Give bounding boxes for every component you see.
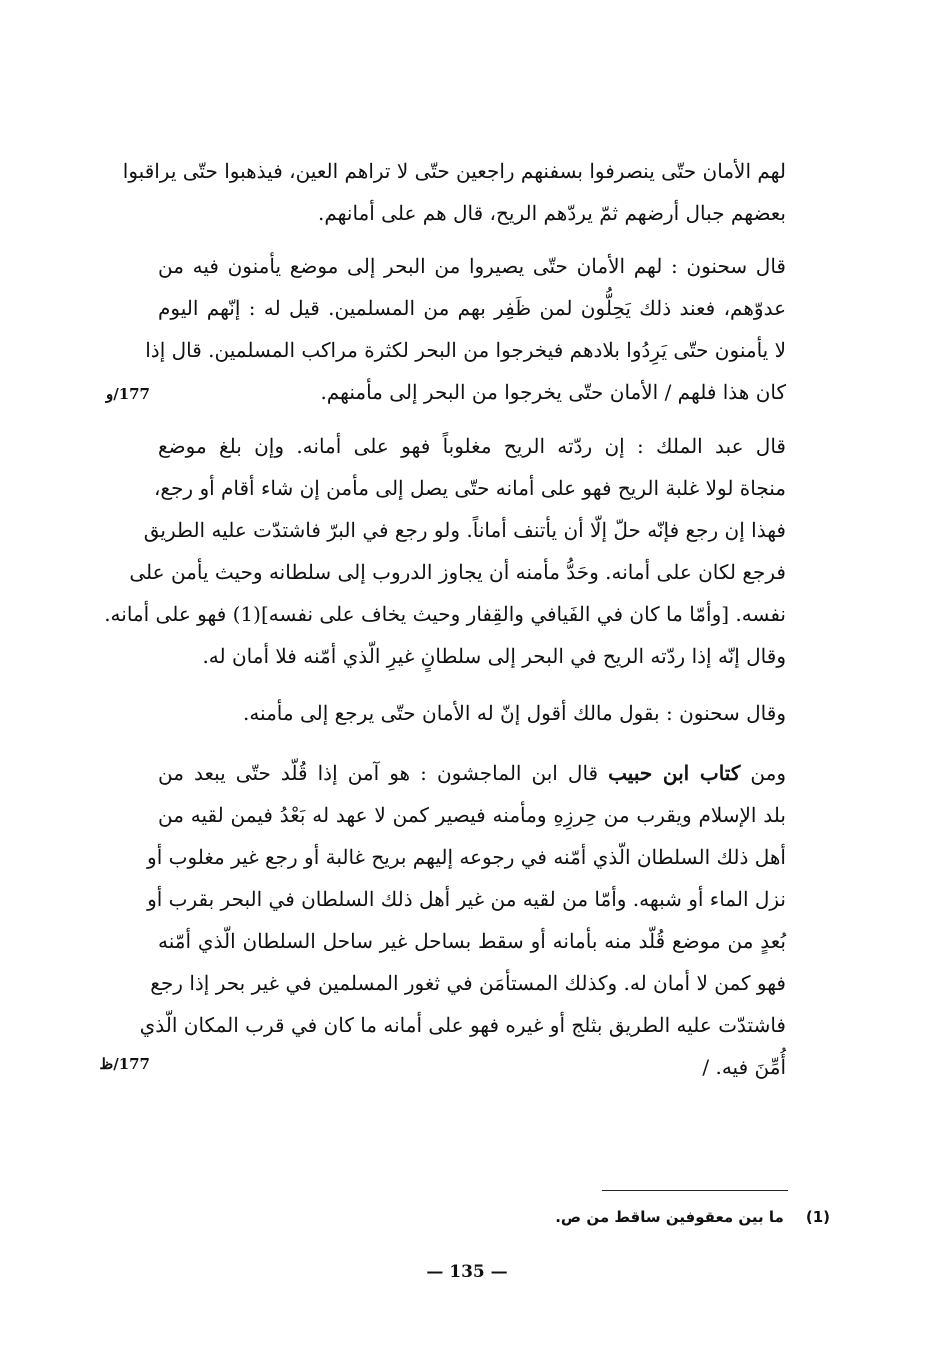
text-line xyxy=(158,752,786,794)
text-line: وقال إنّه إذا ردّته الريح في البحر إلى سلطانٍ غيرِ الّذي أمّنه فلا أمان له. xyxy=(202,644,786,668)
text-line: فهو كمن لا أمان له. وكذلك المستأمَن في ثغور المسلمين في غير بحر إذا رجع xyxy=(150,971,786,995)
text-line: نفسه. [وأمّا ما كان في الفَيافي والقِفار وحيث يخاف على نفسه](1) فهو على أمانه. xyxy=(104,602,786,626)
folio-note: 177/ظ xyxy=(99,1055,150,1073)
footnote-text: ما بين معقوفين ساقط من ص. xyxy=(555,1208,784,1226)
paragraph-5 xyxy=(139,752,787,1088)
text-line: منجاة لولا غلبة الريح فهو على أمانه حتّى يصل إلى مأمن إن شاء أقام أو رجع، xyxy=(153,476,786,500)
footnote xyxy=(420,1208,830,1226)
paragraph-1 xyxy=(122,150,786,234)
paragraph-2 xyxy=(145,245,786,413)
text-line: عدوّهم، فعند ذلك يَحِلُّون لمن ظَفِر بهم من المسلمين. قيل له : إنّهم اليوم xyxy=(158,296,786,320)
line-remainder: قال ابن الماجشون : هو آمن إذا قُلّد حتّى يبعد من xyxy=(158,761,609,785)
text-line: فاشتدّت عليه الطريق بثلج أو غيره فهو على أمانه ما كان في قرب المكان الّذي xyxy=(139,1013,786,1037)
text-line: قال عبد الملك : إن ردّته الريح مغلوباً فهو على أمانه. وإن بلغ موضع xyxy=(158,434,786,458)
footnote-number: (1) xyxy=(805,1208,830,1226)
text-line: بُعدٍ من موضع قُلّد منه بأمانه أو سقط بساحل غير ساحل السلطان الّذي أمّنه xyxy=(158,929,786,953)
footnote-divider xyxy=(602,1190,788,1191)
text-line: أهل ذلك السلطان الّذي أمّنه في رجوعه إليهم بريح غالبة أو رجع غير مغلوب أو xyxy=(147,845,786,869)
text-line: لا يأمنون حتّى يَرِدُوا بلادهم فيخرجوا من البحر لكثرة مراكب المسلمين. قال إذا xyxy=(145,338,786,362)
lead-text: ومن xyxy=(740,761,787,785)
text-line: لهم الأمان حتّى ينصرفوا بسفنهم راجعين حتّى لا تراهم العين، فيذهبوا حتّى يراقبوا xyxy=(122,159,786,183)
paragraph-3 xyxy=(104,425,786,677)
text-line: فرجع لكان على أمانه. وحَدُّ مأمنه أن يجاوز الدروب إلى سلطانه وحيث يأمن على xyxy=(129,560,786,584)
text-line: وقال سحنون : بقول مالك أقول إنّ له الأمان حتّى يرجع إلى مأمنه. xyxy=(242,701,786,725)
text-line: نزل الماء أو شبهه. وأمّا من لقيه من غير أهل ذلك السلطان في البحر بقرب أو xyxy=(147,887,786,911)
text-line: كان هذا فلهم / الأمان حتّى يخرجوا من البحر إلى مأمنهم. xyxy=(320,380,786,404)
page-number: — 135 — xyxy=(426,1262,508,1282)
source-title: كتاب ابن حبيب xyxy=(608,761,741,785)
text-line: بعضهم جبال أرضهم ثمّ يردّهم الريح، قال هم على أمانهم. xyxy=(318,201,786,225)
text-line: فهذا إن رجع فإنّه حلّ إلّا أن يأتنف أماناً. ولو رجع في البرّ فاشتدّت عليه الطريق xyxy=(143,518,786,542)
folio-note: 177/و xyxy=(105,385,150,403)
text-line: قال سحنون : لهم الأمان حتّى يصيروا من البحر إلى موضع يأمنون فيه من xyxy=(158,254,786,278)
text-line: بلد الإسلام ويقرب من حِرزِهِ ومأمنه فيصير كمن لا عهد له بَعْدُ فيمن لقيه من xyxy=(158,803,786,827)
text-line: أُمِّنَ فيه. / xyxy=(702,1055,786,1079)
paragraph-4 xyxy=(158,692,786,734)
